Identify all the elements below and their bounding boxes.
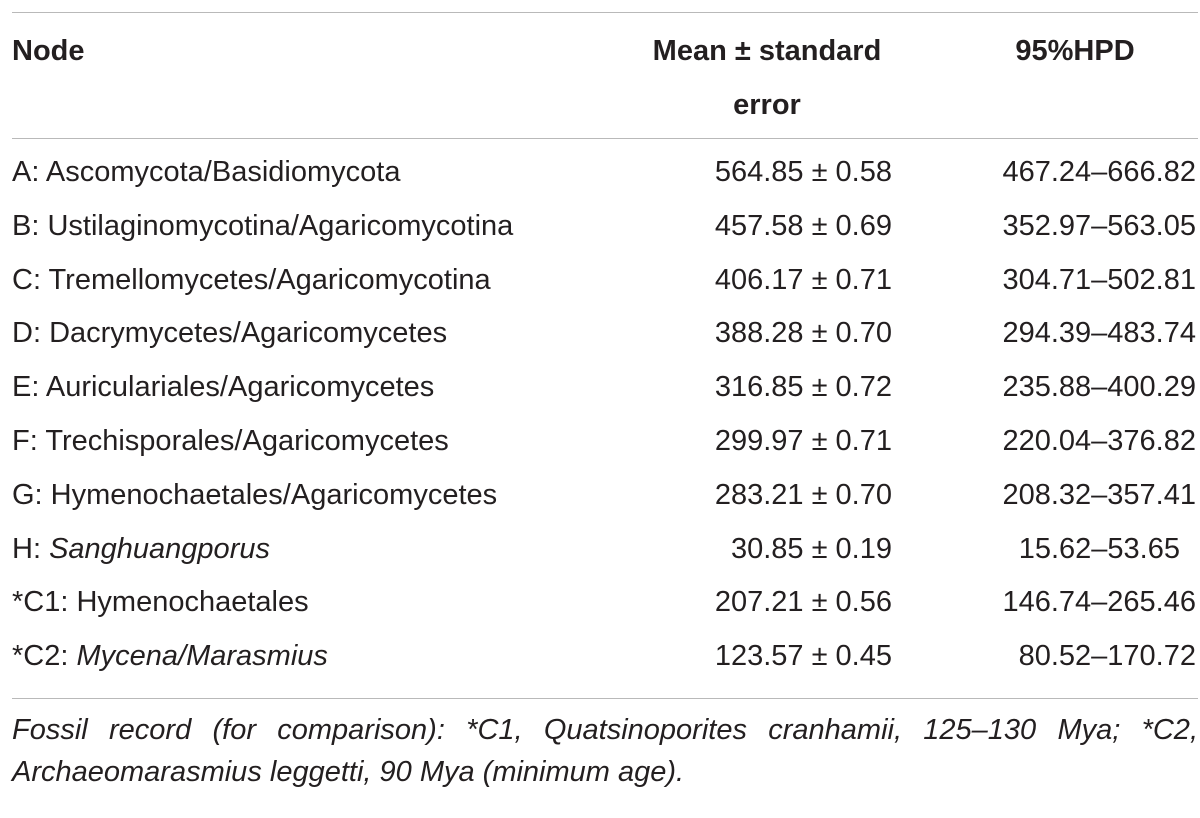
cell-hpd: 146.74–265.46 xyxy=(1002,586,1196,619)
cell-node xyxy=(12,307,602,361)
node-prefix: D: xyxy=(12,317,50,350)
cell-hpd: 208.32–357.41 xyxy=(1002,478,1196,511)
table-footnote: Fossil record (for comparison): *C1, Quatsinoporites cranhamii, 125–130 Mya; *C2, Archaeomarasmius leggetti, 90 Mya (minimum age). xyxy=(12,713,1198,788)
cell-hpd: 235.88–400.29 xyxy=(1002,371,1196,404)
cell-mean: 123.57 ± 0.45 xyxy=(714,640,892,673)
header-row xyxy=(12,13,1198,138)
node-label: Hymenochaetales xyxy=(76,586,309,619)
table-row xyxy=(12,469,1198,523)
cell-mean: 30.85 ± 0.19 xyxy=(730,532,892,565)
cell-node xyxy=(12,200,602,254)
divergence-time-table xyxy=(12,13,1198,138)
cell-node xyxy=(12,576,602,630)
cell-hpd: 304.71–502.81 xyxy=(1002,263,1196,296)
table-row xyxy=(12,200,1198,254)
header-mean xyxy=(602,13,932,138)
cell-hpd: 220.04–376.82 xyxy=(1002,424,1196,457)
table-row xyxy=(12,630,1198,684)
cell-hpd: 352.97–563.05 xyxy=(1002,209,1196,242)
cell-hpd: 294.39–483.74 xyxy=(1002,317,1196,350)
node-label: Trechisporales/Agaricomycetes xyxy=(45,424,449,457)
header-hpd: 95%HPD xyxy=(1015,35,1135,67)
table-row xyxy=(12,415,1198,469)
node-label: Tremellomycetes/Agaricomycotina xyxy=(48,263,491,296)
cell-hpd: 15.62–53.65 xyxy=(1018,532,1180,565)
cell-node xyxy=(12,523,602,577)
node-prefix: *C2: xyxy=(12,640,77,673)
node-prefix: E: xyxy=(12,371,46,404)
node-prefix: C: xyxy=(12,263,49,296)
node-label: Hymenochaetales/Agaricomycetes xyxy=(50,478,498,511)
header-mean-line1: Mean ± standard xyxy=(652,35,882,67)
cell-mean: 457.58 ± 0.69 xyxy=(714,209,892,242)
cell-mean: 316.85 ± 0.72 xyxy=(714,371,892,404)
cell-node xyxy=(12,415,602,469)
table-body xyxy=(12,139,1198,684)
node-prefix: A: xyxy=(12,156,46,188)
table-container xyxy=(12,0,1198,793)
node-label: Auriculariales/Agaricomycetes xyxy=(45,371,435,404)
header-mean-line2: error xyxy=(733,89,801,121)
node-label: Dacrymycetes/Agaricomycetes xyxy=(49,317,448,350)
cell-node xyxy=(12,361,602,415)
node-label: Mycena/Marasmius xyxy=(76,640,328,673)
table-row xyxy=(12,576,1198,630)
cell-node xyxy=(12,630,602,684)
table-row xyxy=(12,523,1198,577)
cell-mean: 283.21 ± 0.70 xyxy=(714,478,892,511)
cell-mean: 564.85 ± 0.58 xyxy=(714,156,892,188)
cell-mean: 406.17 ± 0.71 xyxy=(714,263,892,296)
table-row xyxy=(12,307,1198,361)
cell-node xyxy=(12,139,602,200)
node-prefix: B: xyxy=(12,209,48,242)
header-node: Node xyxy=(12,35,85,67)
node-prefix: H: xyxy=(12,532,50,565)
cell-hpd: 80.52–170.72 xyxy=(1018,640,1196,673)
table-row xyxy=(12,361,1198,415)
cell-mean: 207.21 ± 0.56 xyxy=(714,586,892,619)
node-label: Sanghuangporus xyxy=(49,532,270,565)
node-label: Ascomycota/Basidiomycota xyxy=(45,156,401,188)
table-row xyxy=(12,254,1198,308)
node-prefix: G: xyxy=(12,478,51,511)
node-prefix: *C1: xyxy=(12,586,77,619)
table-row xyxy=(12,139,1198,200)
cell-node xyxy=(12,254,602,308)
cell-node xyxy=(12,469,602,523)
cell-mean: 388.28 ± 0.70 xyxy=(714,317,892,350)
node-label: Ustilaginomycotina/Agaricomycotina xyxy=(47,209,514,242)
cell-hpd: 467.24–666.82 xyxy=(1002,156,1196,188)
node-prefix: F: xyxy=(12,424,46,457)
cell-mean: 299.97 ± 0.71 xyxy=(714,424,892,457)
